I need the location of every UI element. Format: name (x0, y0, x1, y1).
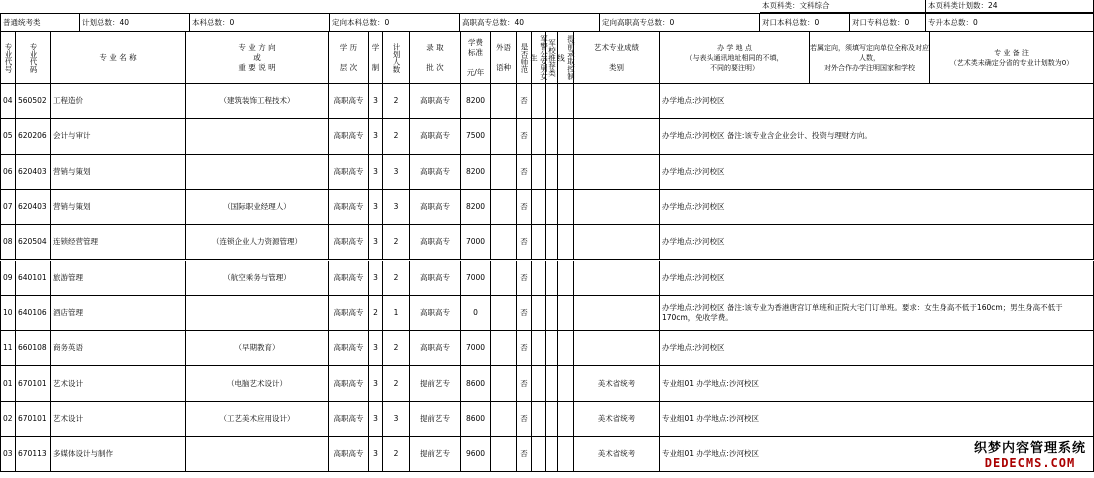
header-military: 军警公安男女生 (532, 32, 546, 84)
row-batch: 高职高专 (410, 84, 461, 119)
row-early (558, 331, 574, 366)
row-military (532, 402, 546, 437)
row-art (574, 331, 660, 366)
header-normal: 是否师范 (517, 32, 532, 84)
row-location: 办学地点:沙河校区 (660, 225, 1094, 260)
summary-category: 普通统考类 (0, 13, 80, 32)
row-code: 01 (0, 366, 16, 401)
row-early (558, 190, 574, 225)
row-lang (491, 296, 517, 331)
row-normal: 否 (517, 190, 532, 225)
header-direction: 专 业 方 向 或 重 要 说 明 (186, 32, 329, 84)
row-normal: 否 (517, 119, 532, 154)
summary-upgrade-bachelor: 专升本总数：0 (926, 13, 1094, 32)
row-count: 3 (383, 402, 410, 437)
row-batch: 高职高专 (410, 155, 461, 190)
row-count: 2 (383, 84, 410, 119)
row-location: 办学地点:沙河校区 (660, 261, 1094, 296)
header-batch: 录 取 批 次 (410, 32, 461, 84)
row-location: 专业组01 办学地点:沙河校区 (660, 402, 1094, 437)
row-early (558, 402, 574, 437)
row-normal: 否 (517, 437, 532, 472)
row-direction: （国际职业经理人） (186, 190, 329, 225)
row-major_code: 620206 (16, 119, 51, 154)
row-years: 3 (369, 155, 383, 190)
watermark-line2: DEDECMS.COM (984, 456, 1076, 470)
header-code: 专业代号 (0, 32, 16, 84)
row-art (574, 155, 660, 190)
row-level: 高职高专 (329, 119, 369, 154)
summary-bachelor-total: 本科总数：0 (190, 13, 330, 32)
row-normal: 否 (517, 366, 532, 401)
row-fee: 8200 (461, 84, 491, 119)
row-count: 2 (383, 225, 410, 260)
row-batch: 高职高专 (410, 119, 461, 154)
row-military (532, 190, 546, 225)
header-lang: 外语 语种 (491, 32, 517, 84)
row-level: 高职高专 (329, 155, 369, 190)
row-lang (491, 119, 517, 154)
row-military (532, 225, 546, 260)
row-fee: 8600 (461, 402, 491, 437)
row-lang (491, 366, 517, 401)
row-art: 美术省统考 (574, 437, 660, 472)
header-early: 提前录取控制线 (558, 32, 574, 84)
row-normal: 否 (517, 84, 532, 119)
row-location: 专业组01 办学地点:沙河校区 (660, 366, 1094, 401)
row-code: 02 (0, 402, 16, 437)
row-direction (186, 119, 329, 154)
row-early (558, 296, 574, 331)
row-count: 2 (383, 366, 410, 401)
row-normal: 否 (517, 296, 532, 331)
row-fee: 0 (461, 296, 491, 331)
row-batch: 高职高专 (410, 190, 461, 225)
row-military2 (546, 190, 558, 225)
row-fee: 8200 (461, 155, 491, 190)
row-location: 办学地点:沙河校区 备注:该专业含企业会计、投资与理财方向。 (660, 119, 1094, 154)
row-name: 营销与策划 (51, 190, 186, 225)
row-early (558, 155, 574, 190)
row-direction (186, 437, 329, 472)
row-lang (491, 331, 517, 366)
summary-plan-total: 计划总数：40 (80, 13, 190, 32)
row-military2 (546, 155, 558, 190)
subject-label: 本页科类：文科综合 (760, 0, 926, 13)
row-direction: （工艺美术应用设计） (186, 402, 329, 437)
row-code: 11 (0, 331, 16, 366)
plan-label: 本页科类计划数：24 (926, 0, 1094, 13)
row-location: 办学地点:沙河校区 (660, 84, 1094, 119)
row-major_code: 620403 (16, 155, 51, 190)
row-batch: 高职高专 (410, 261, 461, 296)
row-name: 连锁经营管理 (51, 225, 186, 260)
row-batch: 提前艺专 (410, 366, 461, 401)
row-direction: （航空乘务与管理） (186, 261, 329, 296)
row-level: 高职高专 (329, 402, 369, 437)
row-direction: （建筑装饰工程技术） (186, 84, 329, 119)
row-location: 办学地点:沙河校区 (660, 155, 1094, 190)
row-lang (491, 402, 517, 437)
row-years: 2 (369, 296, 383, 331)
row-name: 多媒体设计与制作 (51, 437, 186, 472)
row-level: 高职高专 (329, 437, 369, 472)
row-normal: 否 (517, 331, 532, 366)
row-military2 (546, 261, 558, 296)
row-direction: （早期教育） (186, 331, 329, 366)
row-early (558, 119, 574, 154)
header-location: 办 学 地 点 （与表头通讯地址相同的不填， 不同的要注明） (660, 32, 810, 84)
row-art (574, 84, 660, 119)
row-military2 (546, 225, 558, 260)
header-fee: 学费 标准 元/年 (461, 32, 491, 84)
row-lang (491, 155, 517, 190)
row-code: 04 (0, 84, 16, 119)
row-batch: 提前艺专 (410, 402, 461, 437)
row-fee: 7000 (461, 261, 491, 296)
row-normal: 否 (517, 155, 532, 190)
row-military (532, 119, 546, 154)
row-count: 2 (383, 437, 410, 472)
summary-targeted-bachelor: 对口本科总数：0 (760, 13, 850, 32)
row-military2 (546, 402, 558, 437)
row-level: 高职高专 (329, 84, 369, 119)
row-major_code: 640106 (16, 296, 51, 331)
row-art (574, 119, 660, 154)
summary-vocational-total: 高职高专总数：40 (460, 13, 600, 32)
row-art: 美术省统考 (574, 402, 660, 437)
row-major_code: 670101 (16, 402, 51, 437)
row-code: 10 (0, 296, 16, 331)
row-name: 会计与审计 (51, 119, 186, 154)
row-batch: 高职高专 (410, 331, 461, 366)
row-name: 艺术设计 (51, 402, 186, 437)
row-level: 高职高专 (329, 296, 369, 331)
row-years: 3 (369, 366, 383, 401)
row-early (558, 261, 574, 296)
row-batch: 高职高专 (410, 296, 461, 331)
row-military2 (546, 84, 558, 119)
row-level: 高职高专 (329, 190, 369, 225)
row-years: 3 (369, 261, 383, 296)
row-count: 2 (383, 119, 410, 154)
row-code: 08 (0, 225, 16, 260)
row-major_code: 670113 (16, 437, 51, 472)
row-years: 3 (369, 190, 383, 225)
row-lang (491, 261, 517, 296)
row-lang (491, 84, 517, 119)
row-name: 营销与策划 (51, 155, 186, 190)
row-military (532, 261, 546, 296)
row-normal: 否 (517, 261, 532, 296)
row-major_code: 620403 (16, 190, 51, 225)
row-count: 3 (383, 155, 410, 190)
row-code: 06 (0, 155, 16, 190)
row-years: 3 (369, 119, 383, 154)
row-location: 办学地点:沙河校区 (660, 331, 1094, 366)
summary-directed-bachelor: 定向本科总数：0 (330, 13, 460, 32)
row-code: 05 (0, 119, 16, 154)
row-direction (186, 296, 329, 331)
row-fee: 8200 (461, 190, 491, 225)
row-military (532, 296, 546, 331)
row-location: 办学地点:沙河校区 备注:该专业为香港唐宫订单班和正院大宅门订单班。要求：女生身高不低于160cm；男生身高不低于170cm，免收学费。 (660, 296, 1094, 331)
row-fee: 7000 (461, 331, 491, 366)
row-direction: （连锁企业人力资源管理） (186, 225, 329, 260)
row-batch: 高职高专 (410, 225, 461, 260)
row-level: 高职高专 (329, 225, 369, 260)
row-fee: 8600 (461, 366, 491, 401)
row-count: 3 (383, 190, 410, 225)
header-art: 艺术专业成绩 类别 (574, 32, 660, 84)
row-count: 2 (383, 331, 410, 366)
row-normal: 否 (517, 402, 532, 437)
row-name: 商务英语 (51, 331, 186, 366)
row-art (574, 296, 660, 331)
row-name: 旅游管理 (51, 261, 186, 296)
row-location: 办学地点:沙河校区 (660, 190, 1094, 225)
row-level: 高职高专 (329, 331, 369, 366)
row-code: 09 (0, 261, 16, 296)
row-military (532, 437, 546, 472)
header-subordinate: 若属定向，须填写定向单位全称及对应人数， 对外合作办学注明国家和学校 (810, 32, 930, 84)
row-lang (491, 437, 517, 472)
header-major_code: 专业代码 (16, 32, 51, 84)
header-count: 计划人数 (383, 32, 410, 84)
row-military2 (546, 331, 558, 366)
row-fee: 9600 (461, 437, 491, 472)
header-military2: 军校推荐类 (546, 32, 558, 84)
row-art (574, 190, 660, 225)
row-name: 工程造价 (51, 84, 186, 119)
row-normal: 否 (517, 225, 532, 260)
header-name: 专 业 名 称 (51, 32, 186, 84)
row-fee: 7000 (461, 225, 491, 260)
row-years: 3 (369, 402, 383, 437)
row-name: 酒店管理 (51, 296, 186, 331)
row-lang (491, 225, 517, 260)
row-years: 3 (369, 331, 383, 366)
row-early (558, 366, 574, 401)
row-art: 美术省统考 (574, 366, 660, 401)
row-major_code: 620504 (16, 225, 51, 260)
row-military2 (546, 296, 558, 331)
row-name: 艺术设计 (51, 366, 186, 401)
row-military (532, 331, 546, 366)
row-early (558, 437, 574, 472)
header-remark: 专 业 备 注 （艺术类未确定分省的专业计划数为0） (930, 32, 1094, 84)
row-early (558, 225, 574, 260)
row-lang (491, 190, 517, 225)
row-major_code: 560502 (16, 84, 51, 119)
row-level: 高职高专 (329, 261, 369, 296)
row-years: 3 (369, 437, 383, 472)
row-code: 07 (0, 190, 16, 225)
row-art (574, 261, 660, 296)
header-level: 学 历 层 次 (329, 32, 369, 84)
row-direction (186, 155, 329, 190)
header-years: 学 制 (369, 32, 383, 84)
row-count: 1 (383, 296, 410, 331)
row-count: 2 (383, 261, 410, 296)
summary-directed-vocational: 定向高职高专总数：0 (600, 13, 760, 32)
row-years: 3 (369, 225, 383, 260)
row-art (574, 225, 660, 260)
summary-targeted-vocational: 对口专科总数：0 (850, 13, 926, 32)
row-years: 3 (369, 84, 383, 119)
row-location: 专业组01 办学地点:沙河校区 (660, 437, 1094, 472)
row-major_code: 660108 (16, 331, 51, 366)
row-major_code: 670101 (16, 366, 51, 401)
row-level: 高职高专 (329, 366, 369, 401)
watermark-line1: 织梦内容管理系统 (973, 441, 1086, 456)
row-code: 03 (0, 437, 16, 472)
row-military2 (546, 366, 558, 401)
row-major_code: 640101 (16, 261, 51, 296)
row-early (558, 84, 574, 119)
row-fee: 7500 (461, 119, 491, 154)
row-military (532, 84, 546, 119)
row-military (532, 366, 546, 401)
row-direction: （电脑艺术设计） (186, 366, 329, 401)
row-batch: 提前艺专 (410, 437, 461, 472)
row-military (532, 155, 546, 190)
watermark (974, 437, 1086, 470)
row-military2 (546, 437, 558, 472)
row-military2 (546, 119, 558, 154)
